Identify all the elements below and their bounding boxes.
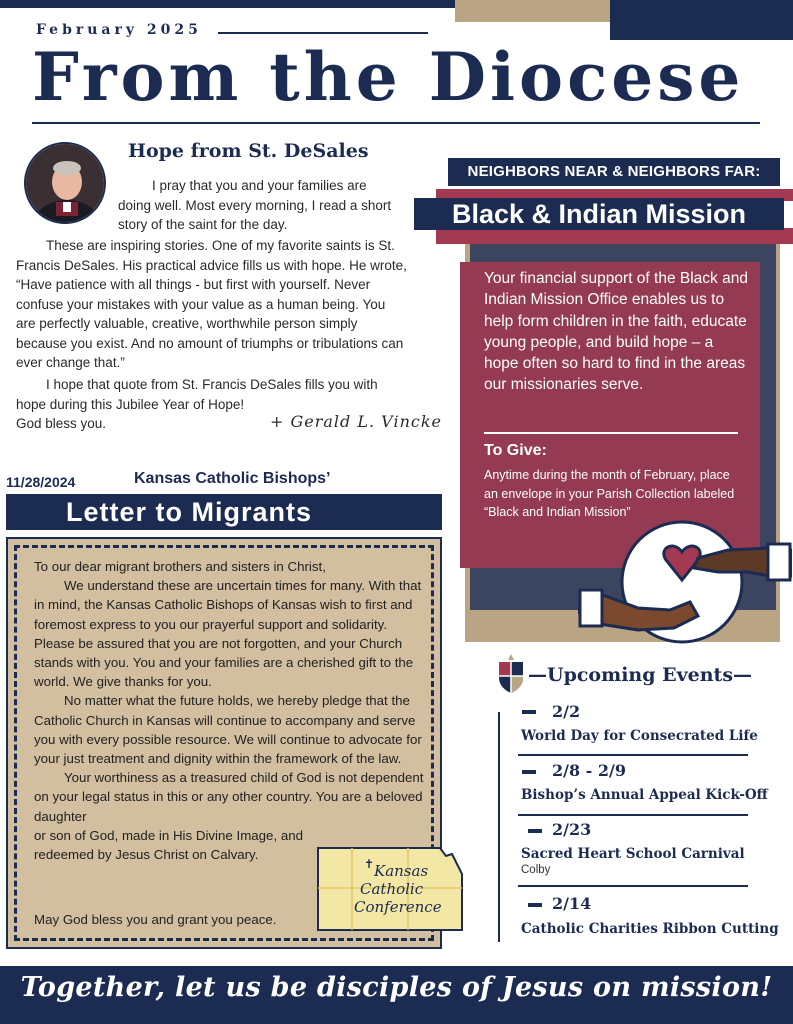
events-title-text: Upcoming Events: [547, 664, 734, 686]
event-date: 2/8 - 2/9: [552, 761, 626, 780]
event-divider: [518, 885, 748, 887]
article-paragraph: These are inspiring stories. One of my favorite saints is St. Francis DeSales. His practical advice fills us with hope. He wrote, “Have patience with all things - but first with yourself. Never confuse your mistakes with your value as a human being. You are perfectly valuable, creative, worthwhile person simply because you exist. And no amount of triumphs or tribulations can ever change that.”: [16, 238, 407, 370]
top-navy-block: [610, 0, 793, 40]
logo-text: Catholic: [360, 880, 424, 898]
newsletter-title: From the Diocese: [32, 38, 745, 116]
article-paragraph: I pray that you and your families are doing well. Most every morning, I read a short story of the saint for the day.: [118, 178, 392, 232]
letter-closing: May God bless you and grant you peace.: [34, 912, 277, 927]
event-marker: [528, 829, 542, 833]
month-rule: [218, 32, 428, 34]
bishop-signature: + Gerald L. Vincke: [270, 412, 442, 431]
events-timeline: [498, 712, 500, 942]
letter-paragraph: No matter what the future holds, we hereby pledge that the Catholic Church in Kansas will continue to accompany and serve you with every possible resource. We will continue to advocate for your just treatment and dignity within the framework of the law.: [34, 693, 422, 767]
logo-text: Kansas: [374, 862, 429, 880]
event-location: Colby: [521, 864, 551, 876]
letter-greeting: To our dear migrant brothers and sisters in Christ,: [34, 559, 326, 574]
article-closing: God bless you.: [16, 416, 107, 431]
events-title: —Upcoming Events—: [528, 664, 753, 686]
letter-banner: [6, 494, 442, 530]
kansas-catholic-conference-logo: [312, 840, 484, 936]
event-name: Sacred Heart School Carnival: [521, 846, 745, 862]
portrait-image: [26, 144, 106, 224]
event-marker: [528, 903, 542, 907]
letter-banner-title: Letter to Migrants: [65, 497, 312, 527]
mission-stripe: [436, 228, 793, 244]
logo-text: Conference: [354, 898, 442, 916]
hands-heart-icon: [578, 520, 792, 646]
letter-paragraph: We understand these are uncertain times for many. With that in mind, the Kansas Catholic Bishops of Kansas wish to first and foremost express to you our prayerful support and solidarity. Please be assured that you are not forgotten, and your Church stands with you. You and your families are a cherished gift to the world. We give thanks for you.: [34, 578, 422, 690]
event-divider: [518, 754, 748, 756]
article-paragraph: I hope that quote from St. Francis DeSales fills you with hope during this Jubilee Year of Hope!: [16, 377, 378, 412]
top-gold-block: [455, 0, 610, 22]
event-date: 2/14: [552, 894, 592, 913]
letter-body: [34, 557, 424, 864]
mission-banner: Black & Indian Mission: [414, 198, 784, 230]
letter-paragraph: Your worthiness as a treasured child of God is not dependent on your legal status in this or any other country. You are a beloved daughter: [34, 770, 424, 824]
event-date: 2/2: [552, 702, 581, 721]
mission-kicker: NEIGHBORS NEAR & NEIGHBORS FAR:: [448, 158, 780, 186]
event-marker: [522, 770, 536, 774]
letter-kicker: Kansas Catholic Bishops’: [134, 470, 331, 487]
letter-paragraph: or son of God, made in His Divine Image, and redeemed by Jesus Christ on Calvary.: [34, 827, 304, 863]
event-name: Catholic Charities Ribbon Cutting: [521, 921, 779, 937]
event-name: World Day for Consecrated Life: [521, 728, 758, 744]
mission-body: Your financial support of the Black and Indian Mission Office enables us to help form children in the faith, educate young people, and build hope – a hope often so hard to find in the areas our missionaries serve.: [484, 270, 748, 394]
issue-month: February 2025: [36, 22, 202, 38]
footer-tagline: Together, let us be disciples of Jesus on mission!: [20, 972, 773, 1003]
event-date: 2/23: [552, 820, 592, 839]
give-title: To Give:: [484, 442, 547, 459]
masthead-rule: [32, 122, 760, 124]
diocese-crest-icon: [496, 654, 526, 694]
give-instructions: Anytime during the month of February, place an envelope in your Parish Collection labeled “Black and Indian Mission”: [484, 468, 735, 519]
event-name: Bishop’s Annual Appeal Kick-Off: [521, 787, 768, 803]
event-divider: [518, 814, 748, 816]
bishop-portrait: [24, 142, 106, 224]
mission-divider: [484, 432, 738, 434]
event-marker: [522, 710, 536, 714]
article-title: Hope from St. DeSales: [128, 140, 369, 162]
logo-cross-icon: ✝: [364, 857, 375, 871]
letter-date: 11/28/2024: [6, 474, 76, 490]
